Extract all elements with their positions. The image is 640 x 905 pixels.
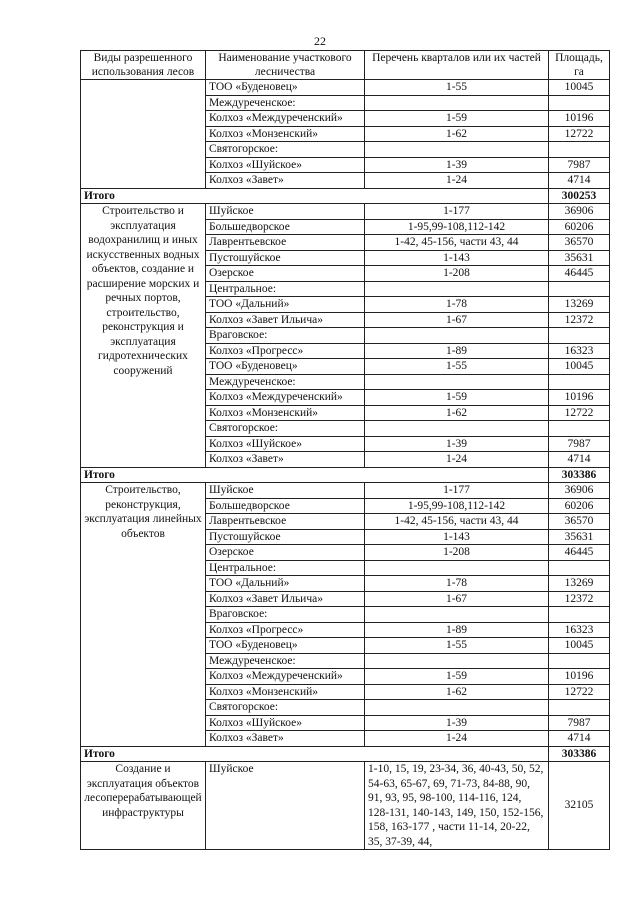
quarters-cell: 1-42, 45-156, части 43, 44 — [365, 235, 549, 251]
forestry-name-cell: ТОО «Буденовец» — [206, 638, 365, 654]
forestry-name-cell: Колхоз «Монзенский» — [206, 126, 365, 142]
forestry-name-cell: Большедворское — [206, 498, 365, 514]
area-cell: 12372 — [549, 312, 610, 328]
quarters-cell: 1-95,99-108,112-142 — [365, 498, 549, 514]
forestry-name-cell: Колхоз «Завет Ильича» — [206, 591, 365, 607]
area-cell: 32105 — [549, 762, 610, 850]
area-cell — [549, 281, 610, 297]
area-cell: 10196 — [549, 111, 610, 127]
total-row — [81, 188, 610, 204]
area-cell — [549, 653, 610, 669]
quarters-cell: 1-10, 15, 19, 23-34, 36, 40-43, 50, 52, 54-63, 65-67, 69, 71-73, 84-88, 90, 91, 93, 95, 98-100, 114-116, 124, 128-131, 140-143, 149, 150, 152-156, 158, 163-177 , части 11-14, 20-22, 35, 37-39, 44, — [365, 762, 549, 850]
area-cell: 10196 — [549, 390, 610, 406]
table-row — [81, 204, 610, 220]
use-type-cell: Строительство, реконструкция, эксплуатация линейных объектов — [81, 483, 206, 747]
area-cell — [549, 95, 610, 111]
area-cell — [549, 374, 610, 390]
forestry-name-cell: ТОО «Дальний» — [206, 297, 365, 313]
quarters-cell: 1-89 — [365, 622, 549, 638]
quarters-cell — [365, 328, 549, 344]
forestry-name-cell: Колхоз «Междуреченский» — [206, 669, 365, 685]
forestry-name-cell: Колхоз «Шуйское» — [206, 157, 365, 173]
table-row — [81, 762, 610, 850]
forestry-name-cell: Центральное: — [206, 560, 365, 576]
area-cell: 4714 — [549, 731, 610, 747]
forestry-name-cell: Колхоз «Прогресс» — [206, 622, 365, 638]
quarters-cell: 1-59 — [365, 111, 549, 127]
forestry-name-cell: Лаврентьевское — [206, 514, 365, 530]
forestry-name-cell: Святогорское: — [206, 142, 365, 158]
area-cell: 13269 — [549, 576, 610, 592]
forestry-name-cell: Пустошуйское — [206, 529, 365, 545]
quarters-cell: 1-24 — [365, 452, 549, 468]
quarters-cell: 1-62 — [365, 405, 549, 421]
forestry-name-cell: Колхоз «Междуреченский» — [206, 390, 365, 406]
forestry-name-cell: Центральное: — [206, 281, 365, 297]
forestry-name-cell: Шуйское — [206, 762, 365, 850]
quarters-cell — [365, 421, 549, 437]
area-cell: 7987 — [549, 715, 610, 731]
area-cell: 4714 — [549, 452, 610, 468]
total-label: Итого — [81, 188, 549, 204]
header-forestry-name: Наименование участкового лесничества — [206, 51, 365, 80]
quarters-cell: 1-67 — [365, 591, 549, 607]
total-label: Итого — [81, 467, 549, 483]
quarters-cell: 1-177 — [365, 204, 549, 220]
quarters-cell: 1-39 — [365, 436, 549, 452]
quarters-cell: 1-143 — [365, 250, 549, 266]
forestry-name-cell: Колхоз «Монзенский» — [206, 405, 365, 421]
quarters-cell: 1-208 — [365, 266, 549, 282]
area-cell — [549, 700, 610, 716]
forestry-name-cell: Колхоз «Завет» — [206, 173, 365, 189]
area-cell — [549, 328, 610, 344]
total-area: 300253 — [549, 188, 610, 204]
forestry-name-cell: ТОО «Буденовец» — [206, 359, 365, 375]
area-cell: 16323 — [549, 343, 610, 359]
quarters-cell — [365, 560, 549, 576]
forestry-name-cell: Колхоз «Шуйское» — [206, 715, 365, 731]
area-cell — [549, 607, 610, 623]
forestry-name-cell: Враговское: — [206, 328, 365, 344]
quarters-cell: 1-55 — [365, 359, 549, 375]
quarters-cell: 1-24 — [365, 731, 549, 747]
area-cell: 4714 — [549, 173, 610, 189]
area-cell: 10045 — [549, 80, 610, 96]
quarters-cell — [365, 142, 549, 158]
quarters-cell: 1-39 — [365, 715, 549, 731]
quarters-cell: 1-95,99-108,112-142 — [365, 219, 549, 235]
area-cell: 7987 — [549, 436, 610, 452]
forestry-name-cell: Междуреченское: — [206, 374, 365, 390]
total-label: Итого — [81, 746, 549, 762]
area-cell: 7987 — [549, 157, 610, 173]
forestry-name-cell: Колхоз «Завет» — [206, 731, 365, 747]
total-area: 303386 — [549, 746, 610, 762]
area-cell: 36570 — [549, 235, 610, 251]
area-cell: 10045 — [549, 638, 610, 654]
area-cell: 60206 — [549, 219, 610, 235]
area-cell: 35631 — [549, 250, 610, 266]
area-cell: 60206 — [549, 498, 610, 514]
area-cell — [549, 142, 610, 158]
area-cell: 10045 — [549, 359, 610, 375]
forestry-name-cell: Святогорское: — [206, 700, 365, 716]
quarters-cell: 1-55 — [365, 638, 549, 654]
quarters-cell: 1-62 — [365, 126, 549, 142]
area-cell: 36570 — [549, 514, 610, 530]
quarters-cell: 1-24 — [365, 173, 549, 189]
quarters-cell: 1-67 — [365, 312, 549, 328]
quarters-cell: 1-59 — [365, 390, 549, 406]
quarters-cell: 1-59 — [365, 669, 549, 685]
use-type-cell — [81, 80, 206, 189]
area-cell: 46445 — [549, 545, 610, 561]
use-type-cell: Создание и эксплуатация объектов лесоперерабатывающей инфраструктуры — [81, 762, 206, 850]
header-quarters: Перечень кварталов или их частей — [365, 51, 549, 80]
forestry-name-cell: Колхоз «Завет Ильича» — [206, 312, 365, 328]
quarters-cell: 1-55 — [365, 80, 549, 96]
forestry-name-cell: Озерское — [206, 266, 365, 282]
forestry-name-cell: Колхоз «Завет» — [206, 452, 365, 468]
area-cell: 12722 — [549, 126, 610, 142]
use-type-cell: Строительство и эксплуатация водохранилищ и иных искусственных водных объектов, создание и расширение морских и речных портов, строительство, реконструкция и эксплуатация гидротехнических сооружений — [81, 204, 206, 468]
quarters-cell: 1-62 — [365, 684, 549, 700]
forestry-name-cell: Колхоз «Междуреченский» — [206, 111, 365, 127]
forest-use-table — [80, 50, 610, 850]
area-cell: 36906 — [549, 483, 610, 499]
quarters-cell — [365, 653, 549, 669]
forestry-name-cell: ТОО «Дальний» — [206, 576, 365, 592]
forestry-name-cell: Колхоз «Шуйское» — [206, 436, 365, 452]
forestry-name-cell: Пустошуйское — [206, 250, 365, 266]
forestry-name-cell: Шуйское — [206, 483, 365, 499]
area-cell — [549, 560, 610, 576]
forestry-name-cell: Враговское: — [206, 607, 365, 623]
area-cell: 16323 — [549, 622, 610, 638]
forestry-name-cell: Междуреченское: — [206, 653, 365, 669]
table-body — [81, 80, 610, 850]
quarters-cell: 1-177 — [365, 483, 549, 499]
area-cell: 36906 — [549, 204, 610, 220]
quarters-cell: 1-42, 45-156, части 43, 44 — [365, 514, 549, 530]
quarters-cell: 1-39 — [365, 157, 549, 173]
quarters-cell: 1-143 — [365, 529, 549, 545]
page-number: 22 — [314, 34, 326, 48]
table-row — [81, 483, 610, 499]
total-area: 303386 — [549, 467, 610, 483]
header-row — [81, 51, 610, 80]
area-cell: 10196 — [549, 669, 610, 685]
area-cell: 35631 — [549, 529, 610, 545]
header-use-type: Виды разрешенного использования лесов — [81, 51, 206, 80]
total-row — [81, 746, 610, 762]
area-cell: 12372 — [549, 591, 610, 607]
quarters-cell — [365, 607, 549, 623]
quarters-cell: 1-78 — [365, 297, 549, 313]
forestry-name-cell: Междуреченское: — [206, 95, 365, 111]
header-area: Площадь, га — [549, 51, 610, 80]
forestry-name-cell: Озерское — [206, 545, 365, 561]
forestry-name-cell: Большедворское — [206, 219, 365, 235]
forestry-name-cell: Колхоз «Прогресс» — [206, 343, 365, 359]
forestry-name-cell: Лаврентьевское — [206, 235, 365, 251]
area-cell: 12722 — [549, 405, 610, 421]
area-cell — [549, 421, 610, 437]
quarters-cell — [365, 95, 549, 111]
area-cell: 46445 — [549, 266, 610, 282]
area-cell: 13269 — [549, 297, 610, 313]
total-row — [81, 467, 610, 483]
forestry-name-cell: ТОО «Буденовец» — [206, 80, 365, 96]
quarters-cell: 1-89 — [365, 343, 549, 359]
quarters-cell: 1-78 — [365, 576, 549, 592]
forestry-name-cell: Шуйское — [206, 204, 365, 220]
table-row — [81, 80, 610, 96]
quarters-cell — [365, 374, 549, 390]
quarters-cell — [365, 700, 549, 716]
forestry-name-cell: Святогорское: — [206, 421, 365, 437]
area-cell: 12722 — [549, 684, 610, 700]
forestry-name-cell: Колхоз «Монзенский» — [206, 684, 365, 700]
quarters-cell — [365, 281, 549, 297]
quarters-cell: 1-208 — [365, 545, 549, 561]
